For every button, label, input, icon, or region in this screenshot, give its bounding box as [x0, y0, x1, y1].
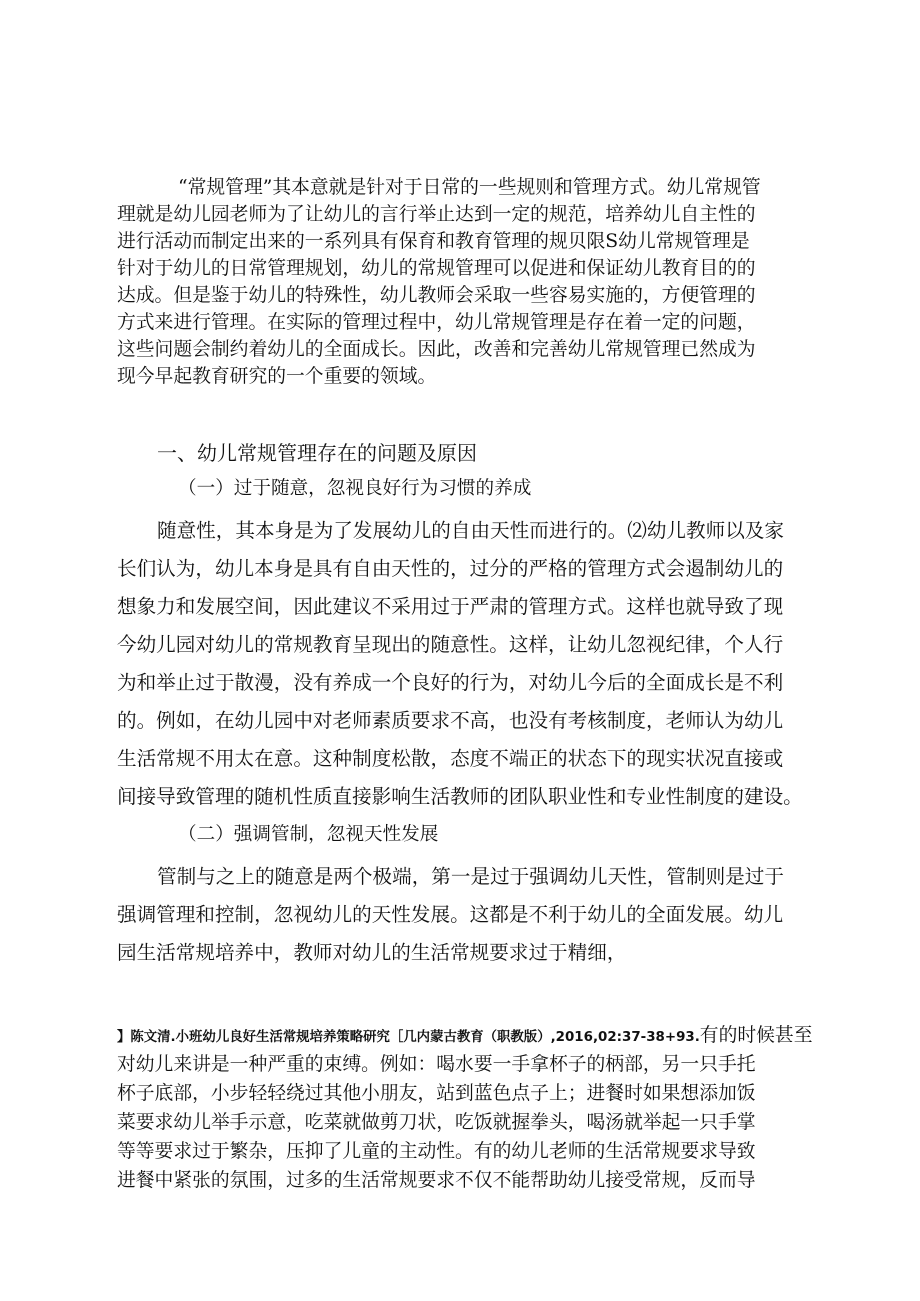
body-line: 园生活常规培养中，教师对幼儿的生活常规要求过于精细， — [117, 941, 627, 964]
section-heading: 一、幼儿常规管理存在的问题及原因 — [157, 441, 477, 465]
subsection-title: （一）过于随意，忽视良好行为习惯的养成 — [178, 478, 532, 499]
body-line: 间接导致管理的随机性质直接影响生活教师的团队职业性和专业性制度的建设。 — [117, 785, 803, 808]
intro-line: “常规管理”其本意就是针对于日常的一些规则和管理方式。幼儿常规管 — [178, 177, 761, 198]
intro-line: 进行活动而制定出来的一系列具有保育和教育管理的规贝限S幼儿常规管理是 — [117, 231, 750, 252]
footnote-continuation: 有的时候甚至 — [699, 1025, 813, 1046]
body-line: 长们认为，幼儿本身是具有自由天性的，过分的严格的管理方式会遏制幼儿的 — [117, 557, 784, 580]
body-line: 的。例如，在幼儿园中对老师素质要求不高，也没有考核制度，老师认为幼儿 — [117, 709, 784, 732]
intro-line: 现今早起教育研究的一个重要的领域。 — [117, 366, 437, 387]
intro-line: 方式来进行管理。在实际的管理过程中，幼儿常规管理是存在着一定的问题， — [117, 312, 756, 333]
body-line: 管制与之上的随意是两个极端，第一是过于强调幼儿天性，管制则是过于 — [157, 865, 784, 888]
body-line: 进餐中紧张的氛围，过多的生活常规要求不仅不能帮助幼儿接受常规，反而导 — [117, 1170, 756, 1191]
subsection-title: （二）强调管制，忽视天性发展 — [178, 824, 439, 845]
body-line: 对幼儿来讲是一种严重的束缚。例如：喝水要一手拿杯子的柄部，另一只手托 — [117, 1054, 756, 1075]
body-line: 杯子底部，小步轻轻绕过其他小朋友，站到蓝色点子上；进餐时如果想添加饭 — [117, 1083, 756, 1104]
intro-line: 这些问题会制约着幼儿的全面成长。因此，改善和完善幼儿常规管理已然成为 — [117, 339, 756, 360]
body-line: 菜要求幼儿举手示意，吃菜就做剪刀状，吃饭就握拳头，喝汤就举起一只手掌 — [117, 1112, 756, 1133]
intro-line: 达成。但是鉴于幼儿的特殊性，幼儿教师会采取一些容易实施的，方便管理的 — [117, 285, 756, 306]
intro-line: 理就是幼儿园老师为了让幼儿的言行举止达到一定的规范，培养幼儿自主性的 — [117, 204, 756, 225]
footnote-source: 】陈文清.小班幼儿良好生活常规培养策略研究［几内蒙古教育（职教版）,2016,02:37-38+93. — [117, 1030, 700, 1045]
body-line: 随意性，其本身是为了发展幼儿的自由天性而进行的。⑵幼儿教师以及家 — [157, 519, 784, 542]
footnote-line — [117, 1020, 812, 1047]
body-line: 今幼儿园对幼儿的常规教育呈现出的随意性。这样，让幼儿忽视纪律，个人行 — [117, 633, 784, 656]
intro-line: 针对于幼儿的日常管理规划，幼儿的常规管理可以促进和保证幼儿教育目的的 — [117, 258, 756, 279]
body-line: 生活常规不用太在意。这种制度松散，态度不端正的状态下的现实状况直接或 — [117, 747, 784, 770]
body-line: 强调管理和控制，忽视幼儿的天性发展。这都是不利于幼儿的全面发展。幼儿 — [117, 903, 784, 926]
body-line: 为和举止过于散漫，没有养成一个良好的行为，对幼儿今后的全面成长是不利 — [117, 671, 784, 694]
body-line: 等等要求过于繁杂，压抑了儿童的主动性。有的幼儿老师的生活常规要求导致 — [117, 1141, 756, 1162]
body-line: 想象力和发展空间，因此建议不采用过于严肃的管理方式。这样也就导致了现 — [117, 595, 784, 618]
